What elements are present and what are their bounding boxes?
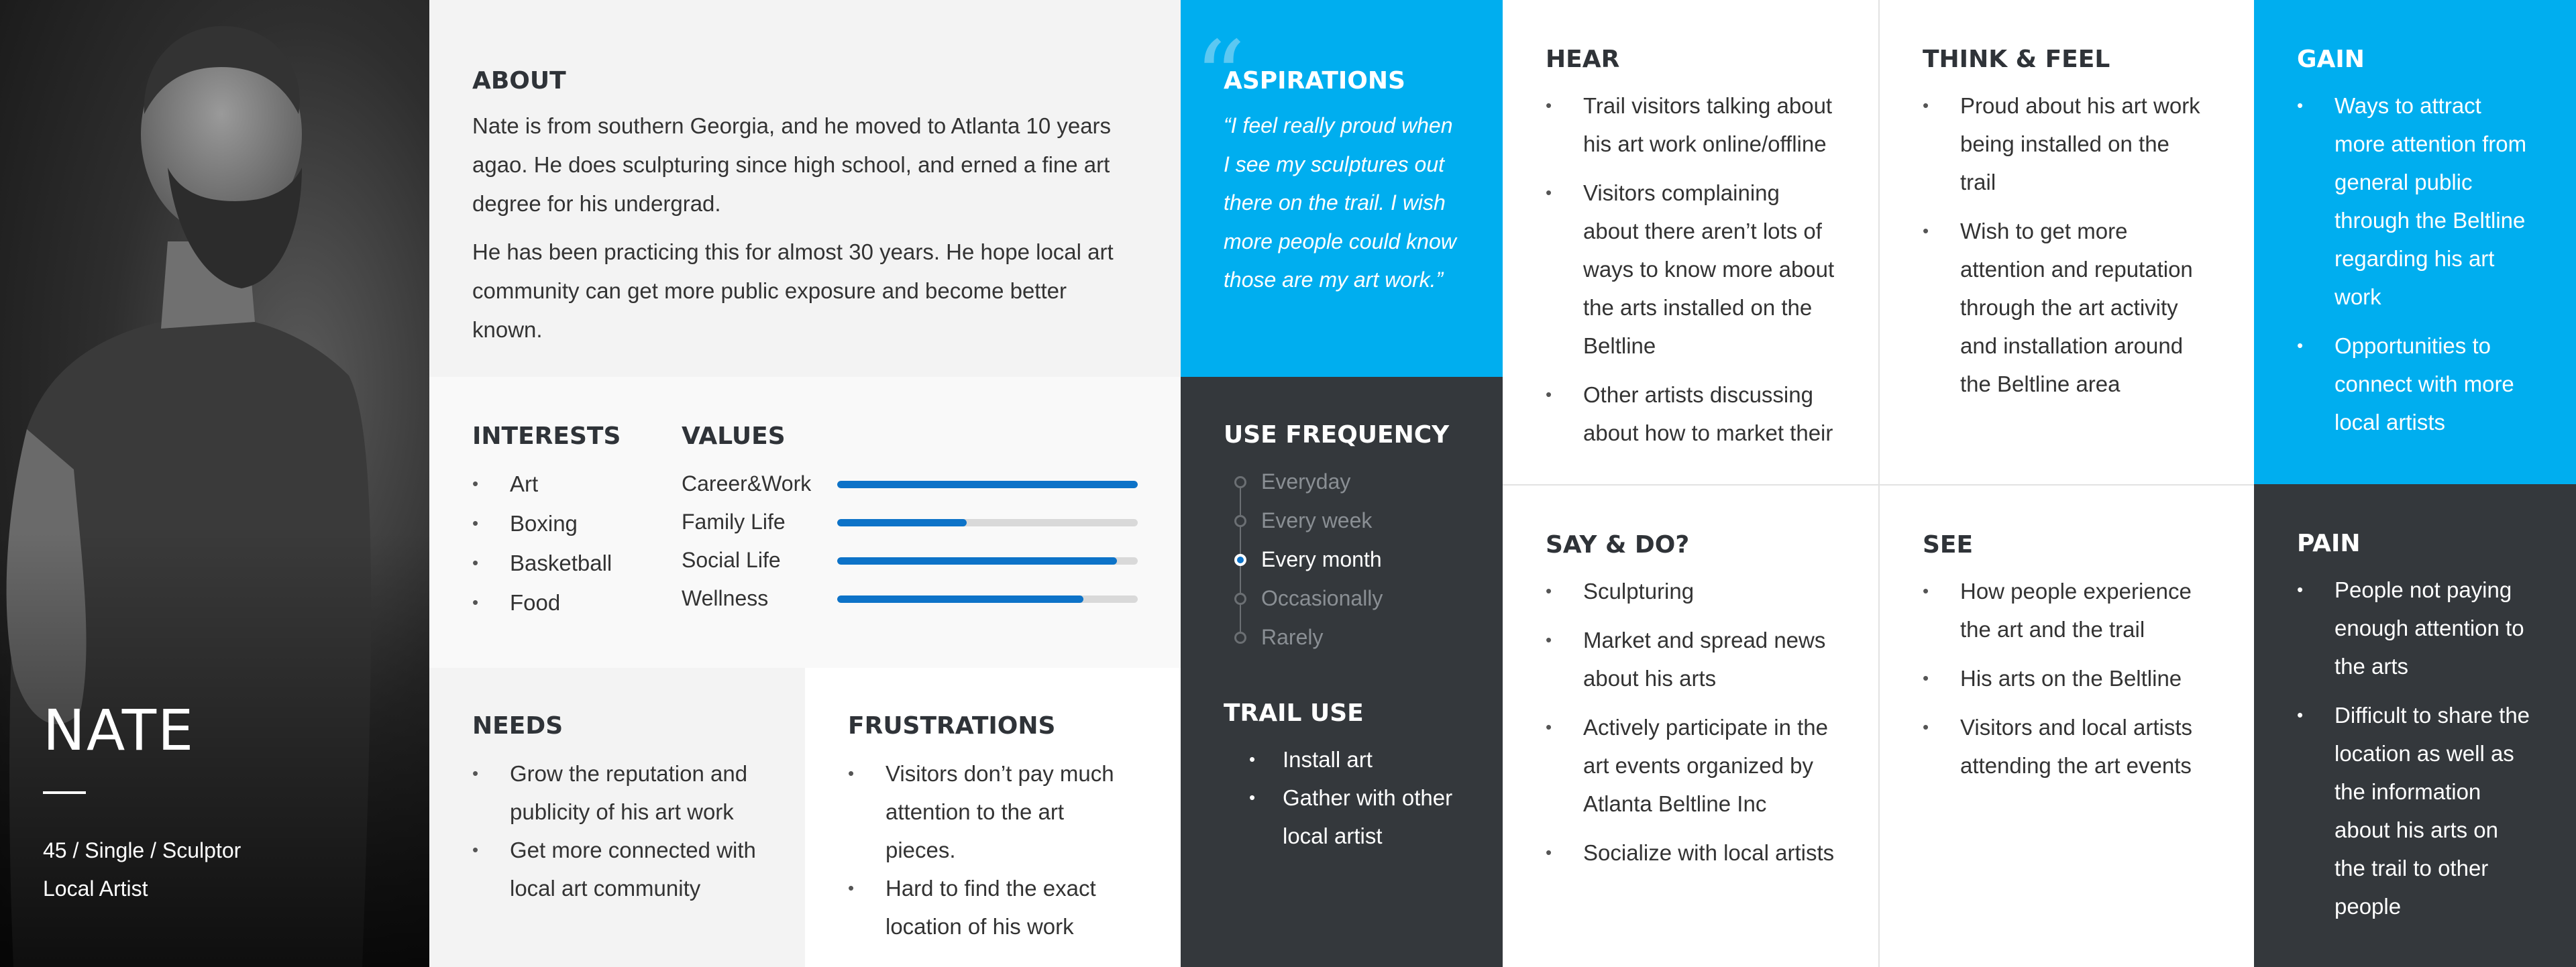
aspirations-title: ASPIRATIONS [1224,67,1405,95]
about-section [429,0,1181,377]
about-paragraph-2: He has been practicing this for almost 30 years. He hope local art community can get more public exposure and become better known. [472,239,1114,342]
frequency-option-label: Occasionally [1261,586,1383,610]
pain-item: • Difficult to share the location as well as the information about his arts on the trail to other people [2297,696,2533,925]
value-bar-track [837,557,1138,565]
gain-item: • Opportunities to connect with more local artists [2297,327,2533,441]
value-row [682,503,1151,541]
think-feel-list [1923,87,2211,403]
frustration-item: • Hard to find the exact location of his work [848,869,1138,946]
quote-mark-icon: “ [1194,20,1246,137]
value-bar-track [837,595,1138,603]
think-feel-item: • Proud about his art work being installed on the trail [1923,87,2211,201]
radio-dot-icon [1234,593,1246,605]
needs-title: NEEDS [472,712,564,740]
value-bar-fill [837,519,967,526]
need-item: • Grow the reputation and publicity of his art work [472,754,762,831]
about-title: ABOUT [472,67,566,95]
radio-dot-icon [1234,632,1246,644]
aspirations-section [1181,0,1503,377]
value-row [682,541,1151,579]
value-bar-fill [837,557,1117,565]
hear-item: • Trail visitors talking about his art work online/offline [1546,87,1835,163]
frequency-option [1240,540,1460,579]
hear-item: • Visitors complaining about there aren’t lots of ways to know more about the arts installed on the Beltline [1546,174,1835,365]
needs-section [429,668,805,967]
see-title: SEE [1923,531,1974,559]
gain-item: • Ways to attract more attention from general public through the Beltline regarding his art work [2297,87,2533,316]
persona-details-line2: Local Artist [43,876,148,901]
about-paragraph-1: Nate is from southern Georgia, and he moved to Atlanta 10 years agao. He does sculpturing since high school, and erned a fine art degree for his undergrad. [472,113,1112,216]
trail-use-item: • Install art [1224,740,1460,779]
say-do-section [1503,484,1878,967]
persona-photo-panel [0,0,429,967]
value-bar-fill [837,595,1083,603]
value-label: Family Life [682,510,786,534]
say-do-list [1546,572,1835,872]
interest-item: • Art [472,465,674,503]
value-bar-fill [837,481,1138,488]
value-row [682,579,1151,618]
hear-section [1503,0,1878,484]
see-item: • Visitors and local artists attending the art events [1923,708,2211,785]
trail-use-item: • Gather with other local artist [1224,779,1460,855]
interests-title: INTERESTS [472,422,621,450]
see-list [1923,572,2211,785]
gain-section [2254,0,2576,484]
value-label: Career&Work [682,471,812,496]
radio-dot-icon [1234,515,1246,527]
hear-list [1546,87,1835,475]
interest-item: • Boxing [472,504,674,543]
name-divider [43,791,86,794]
trail-use-list [1224,740,1460,855]
think-feel-title: THINK & FEEL [1923,46,2110,73]
interests-values-section [429,377,1181,668]
trail-use-title: TRAIL USE [1224,699,1364,727]
interest-item: • Basketball [472,544,674,582]
see-section [1878,484,2254,967]
persona-details [43,832,241,908]
portrait-image [0,0,429,967]
frustrations-section [805,668,1181,967]
interest-item: • Food [472,583,674,622]
frequency-option [1240,462,1460,501]
need-item: • Get more connected with local art community [472,831,762,907]
pain-list [2297,571,2533,925]
values-block [682,422,1151,618]
value-label: Social Life [682,548,781,572]
frustration-item: • Visitors don’t pay much attention to the art pieces. [848,754,1138,869]
aspirations-quote: “I feel really proud when I see my sculptures out there on the trail. I wish more people could know those are my art work.” [1224,113,1456,292]
values-title: VALUES [682,422,786,450]
pain-section [2254,484,2576,967]
see-item: • How people experience the art and the trail [1923,572,2211,648]
frequency-scale [1240,462,1460,657]
frequency-option-label: Rarely [1261,625,1324,649]
see-item: • His arts on the Beltline [1923,659,2211,697]
say-do-title: SAY & DO? [1546,531,1690,559]
say-do-item: • Actively participate in the art events organized by Atlanta Beltline Inc [1546,708,1835,823]
needs-list [472,754,762,907]
gain-title: GAIN [2297,46,2365,73]
radio-dot-icon [1234,476,1246,488]
pain-title: PAIN [2297,530,2361,557]
use-frequency-title: USE FREQUENCY [1224,421,1450,449]
value-bar-track [837,481,1138,488]
frequency-option-label: Every week [1261,508,1373,532]
frequency-option [1240,501,1460,540]
frequency-option-label: Every month [1261,547,1382,571]
hear-item: • Other artists discussing about how to market their [1546,376,1835,452]
value-label: Wellness [682,586,769,610]
think-feel-item: • Wish to get more attention and reputation through the art activity and installation around the Beltline area [1923,212,2211,403]
interests-list [472,465,674,622]
radio-dot-icon [1234,554,1246,566]
value-bar-track [837,519,1138,526]
say-do-item: • Socialize with local artists [1546,834,1835,872]
frequency-option-label: Everyday [1261,469,1351,494]
pain-item: • People not paying enough attention to the arts [2297,571,2533,685]
think-feel-section [1878,0,2254,484]
use-frequency-section [1181,377,1503,967]
value-row [682,465,1151,503]
say-do-item: • Market and spread news about his arts [1546,621,1835,697]
interests-block [472,422,674,623]
frustrations-list [848,754,1138,946]
gain-list [2297,87,2533,441]
frustrations-title: FRUSTRATIONS [848,712,1056,740]
persona-details-line1: 45 / Single / Sculptor [43,838,241,862]
hear-title: HEAR [1546,46,1620,73]
frequency-option [1240,579,1460,618]
persona-name: NATE [43,697,195,763]
frequency-option [1240,618,1460,657]
say-do-item: • Sculpturing [1546,572,1835,610]
